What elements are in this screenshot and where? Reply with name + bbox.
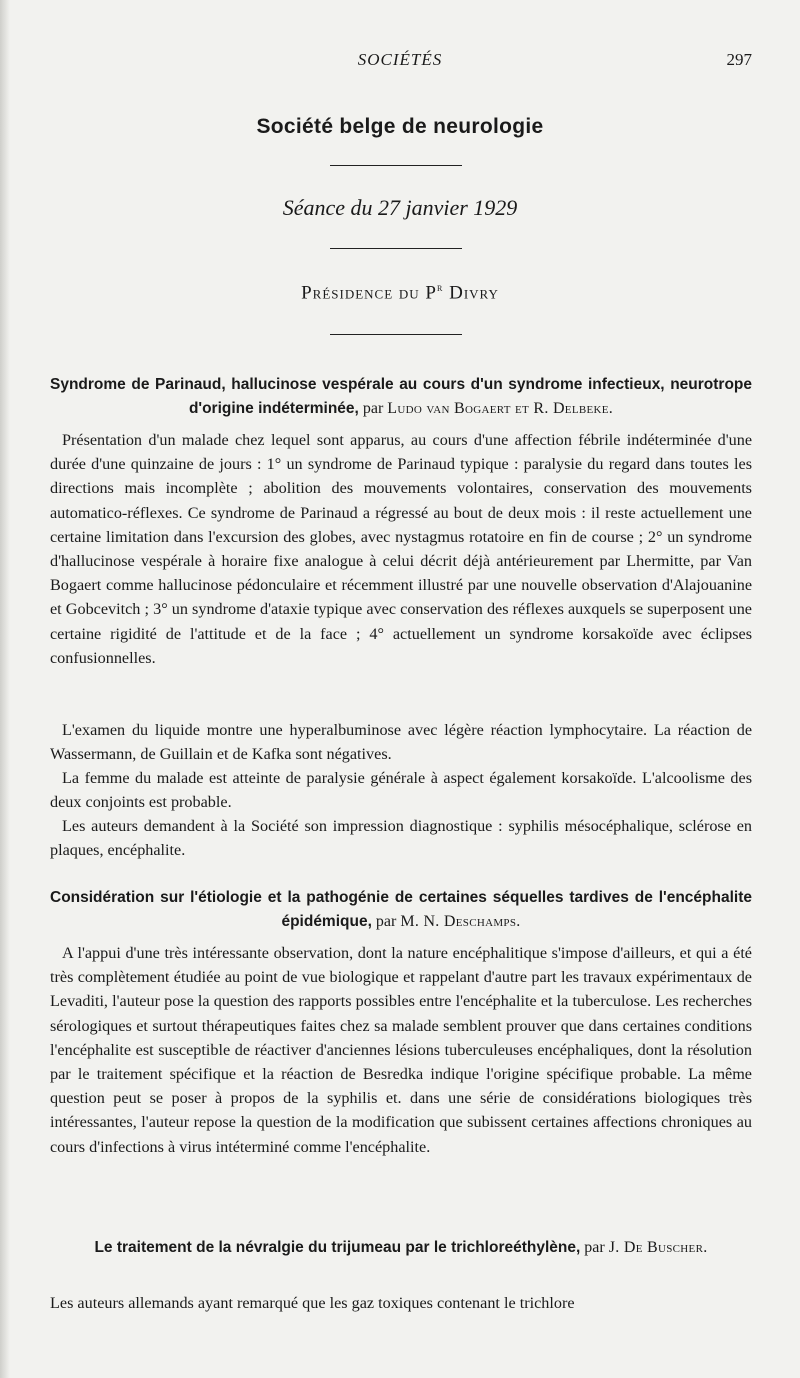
divider-rule xyxy=(330,165,462,166)
running-title: SOCIÉTÉS xyxy=(357,50,443,69)
article-authors: J. De Buscher. xyxy=(608,1239,708,1256)
presidence-prefix: Présidence du P xyxy=(301,282,438,304)
presidence-name: Divry xyxy=(443,282,499,304)
divider-rule xyxy=(330,248,462,249)
article-title xyxy=(50,886,752,934)
article-title-text: Le traitement de la névralgie du trijumeau par le trichloreéthylène, xyxy=(94,1239,581,1256)
running-head xyxy=(0,50,800,74)
article-title-text: Considération sur l'étiologie et la pathogénie de certaines séquelles tardives de l'encéphalite épidémique, xyxy=(50,889,752,930)
article-paragraph: L'examen du liquide montre une hyperalbuminose avec légère réaction lymphocytaire. La réaction de Wassermann, de Guillain et de Kafka sont négatives. xyxy=(50,721,752,764)
article-authors: M. N. Deschamps. xyxy=(400,913,521,930)
article-title xyxy=(50,1236,752,1260)
article-paragraph: La femme du malade est atteinte de paralysie générale à aspect également korsakoïde. L'alcoolisme des deux conjoints est probable. xyxy=(50,769,752,812)
article-title-text: Syndrome de Parinaud, hallucinose vespérale au cours d'un syndrome infectieux, neurotrope d'origine indéterminée, xyxy=(50,376,752,417)
article-by: par xyxy=(371,913,401,930)
society-title: Société belge de neurologie xyxy=(256,115,544,138)
article-authors: Ludo van Bogaert et R. Delbeke. xyxy=(387,400,614,417)
page-number: 297 xyxy=(726,50,752,69)
session-date: Séance du 27 janvier 1929 xyxy=(282,195,518,220)
presidence-sup: r xyxy=(437,280,444,294)
article-paragraph: Présentation d'un malade chez lequel sont apparus, au cours d'une affection fébrile indéterminée d'une durée d'une quinzaine de jours : 1° un syndrome de Parinaud typique : paralysie du regard dans toutes les directions mais incomplète ; abolition des mouvements volontaires, conservation des mouvements automatico-réflexes. Ce syndrome de Parinaud a régressé au bout de deux mois : il reste actuellement une certaine limitation dans l'excursion des globes, avec nystagmus rotatoire en fin de course ; 2° un syndrome d'hallucinose vespérale à horaire fixe analogue à celui décrit déjà antérieurement par Lhermitte, par Van Bogaert comme hallucinose pédonculaire et récemment illustré par une nouvelle observation d'Alajouanine et Gobcevitch ; 3° un syndrome d'ataxie typique avec conservation des réflexes auxquels se superposent une certaine rigidité de l'attitude et de la face ; 4° actuellement un syndrome korsakoïde avec éclipses confusionnelles. xyxy=(50,431,752,667)
article-by: par xyxy=(580,1239,609,1256)
article-title xyxy=(50,373,752,421)
divider-rule xyxy=(330,334,462,335)
article-paragraph: A l'appui d'une très intéressante observation, dont la nature encéphalitique s'impose d'ailleurs, et qui a été très complètement étudiée au point de vue biologique et rappelant d'autre part les travaux expérimentaux de Levaditi, l'auteur pose la question des rapports possibles entre l'encéphalite et la tuberculose. Les recherches sérologiques et surtout thérapeutiques faites chez sa malade semblent prouver que dans certaines conditions l'encéphalite est susceptible de réactiver d'anciennes lésions tuberculeuses encéphaliques, dont la résolution par le traitement spécifique et la réaction de Besredka indique l'origine spécifique probable. La même question peut se poser à propos de la syphilis et. dans une série de considérations biologiques très intéressantes, l'auteur repose la question de la modification que subissent certaines affections chroniques au cours d'infections à virus intéterminé comme l'encéphalite. xyxy=(50,944,752,1156)
article-by: par xyxy=(358,400,388,417)
presidence-line xyxy=(0,280,800,304)
article-paragraph: Les auteurs allemands ayant remarqué que les gaz toxiques contenant le trichlore xyxy=(50,1294,575,1312)
article-paragraph: Les auteurs demandent à la Société son impression diagnostique : syphilis mésocéphalique, sclérose en plaques, encéphalite. xyxy=(50,817,752,860)
